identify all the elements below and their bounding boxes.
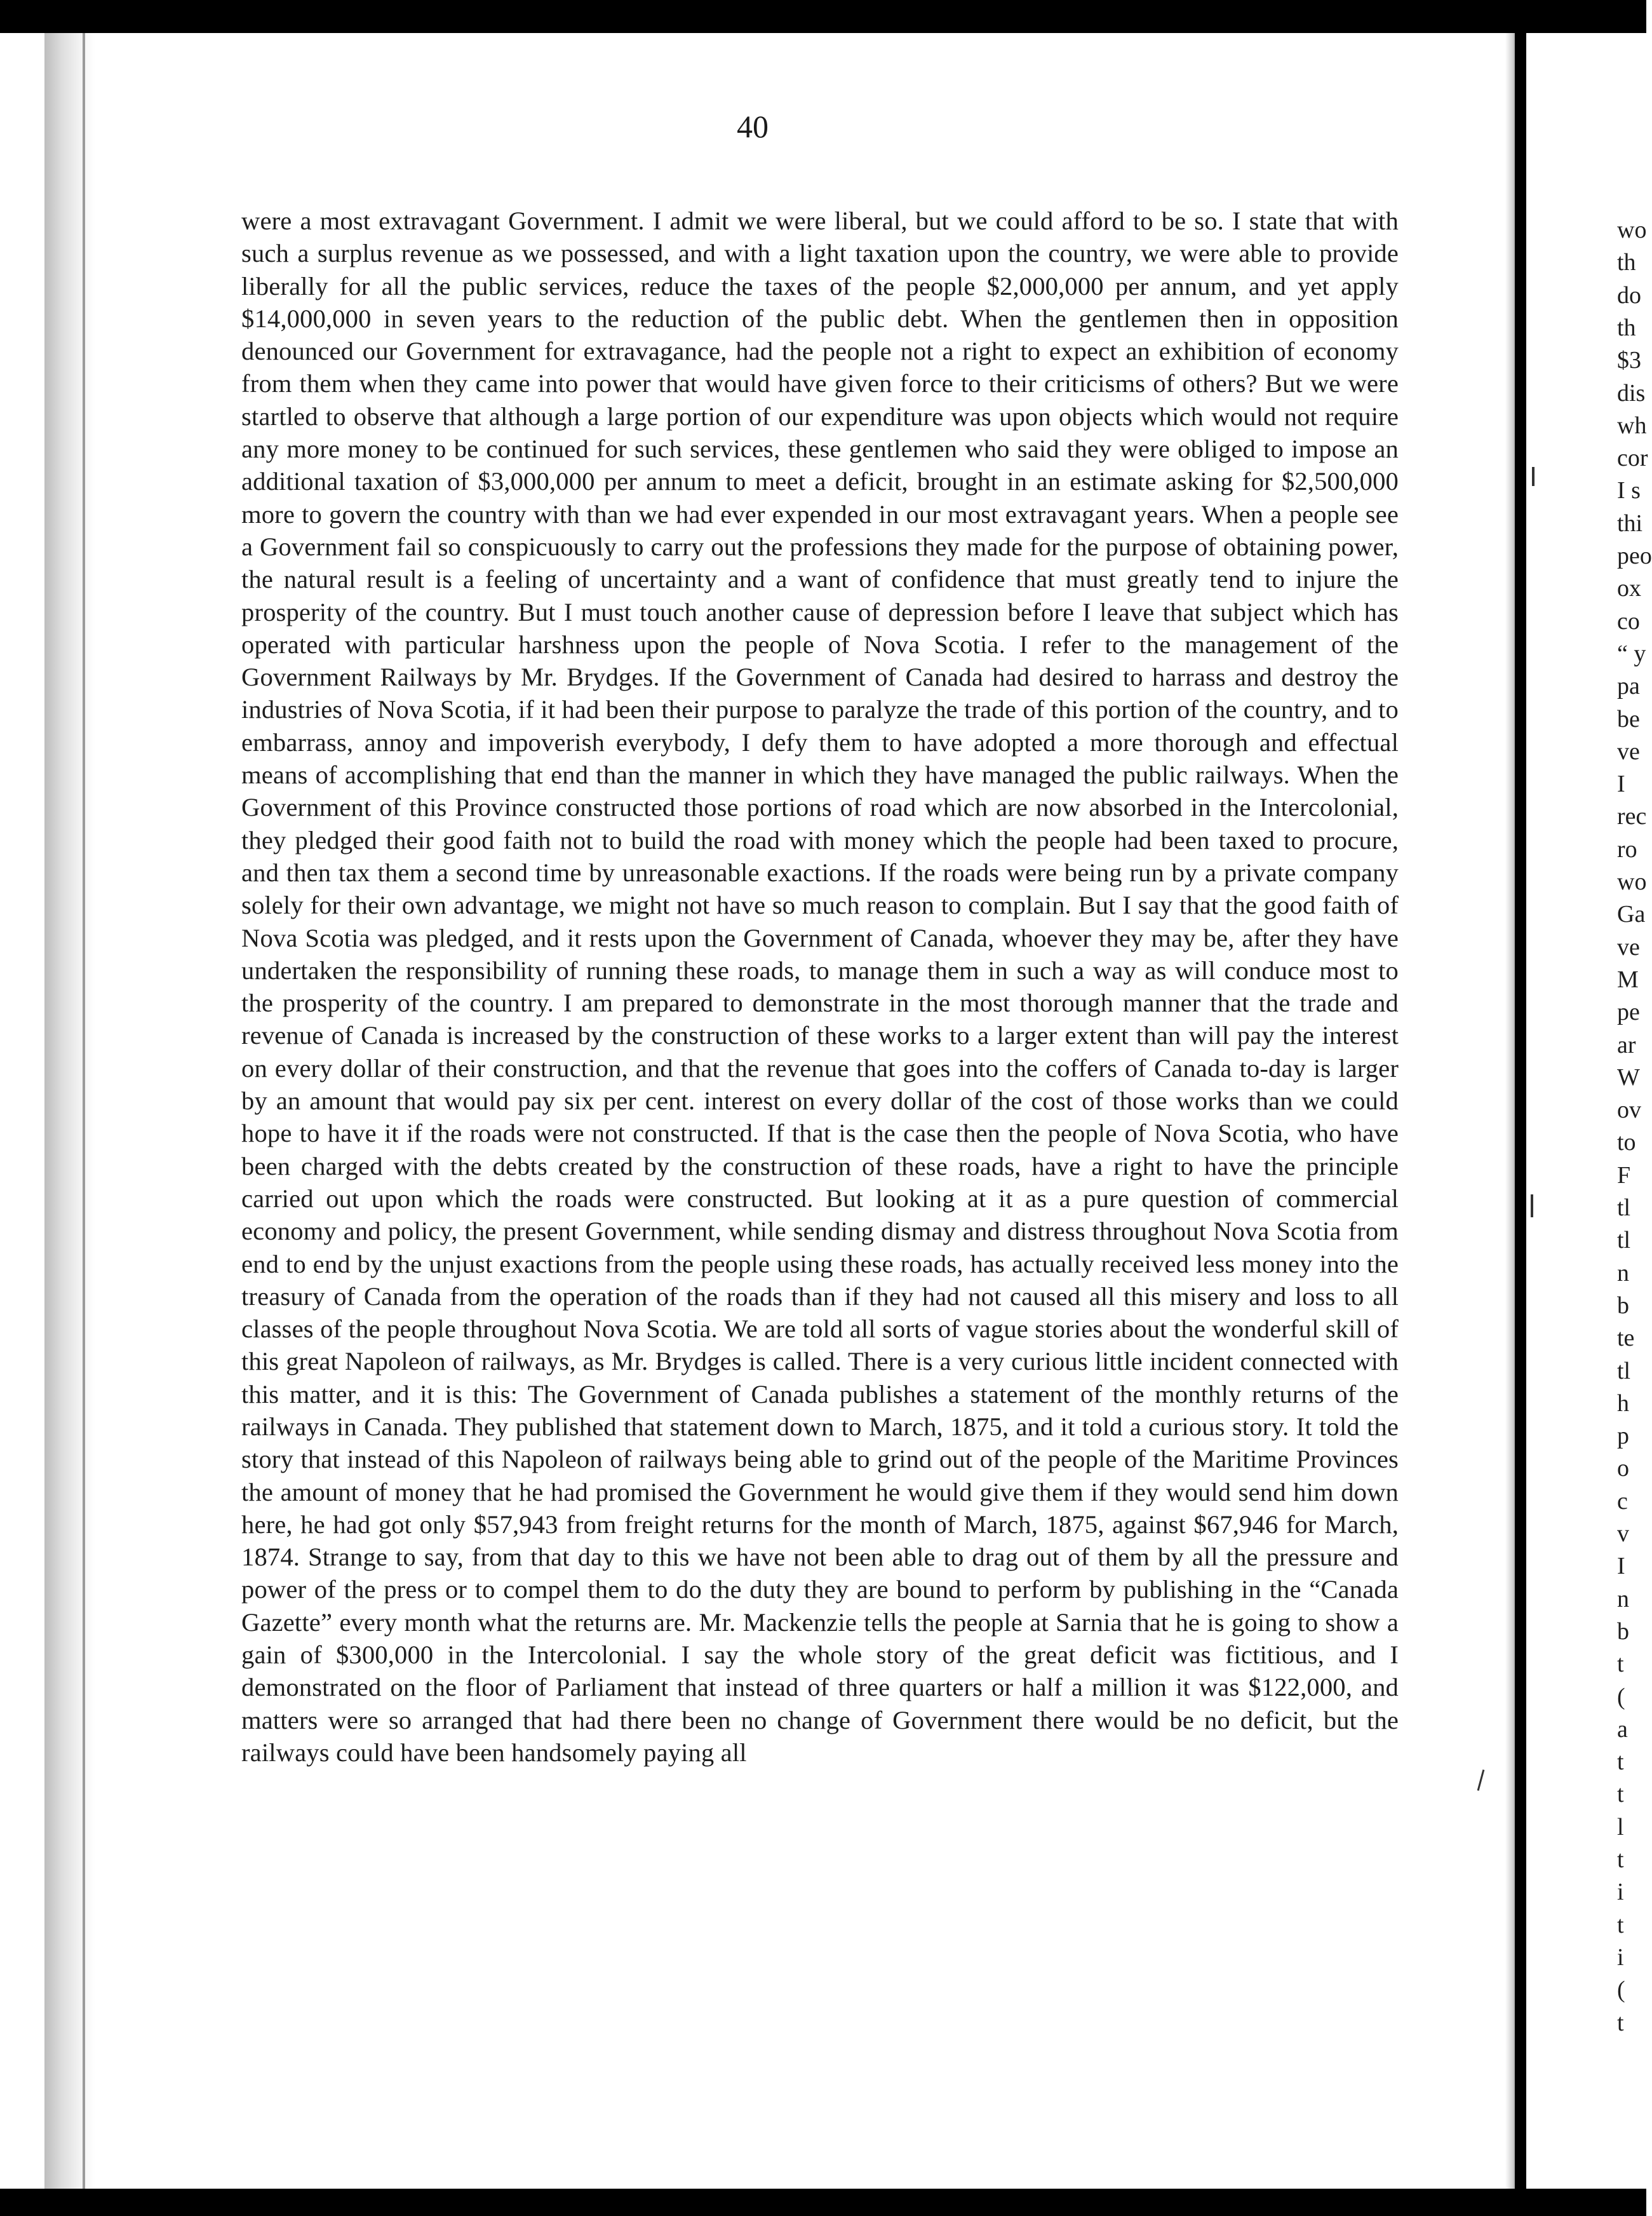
adjacent-page-line: a [1617, 1715, 1628, 1743]
adjacent-page-line: b [1617, 1618, 1629, 1645]
adjacent-page-line: do [1617, 281, 1641, 309]
adjacent-page-line: n [1617, 1259, 1629, 1287]
adjacent-page-line: ( [1617, 1976, 1625, 2004]
adjacent-page-line: co [1617, 607, 1640, 635]
adjacent-page-line: M [1617, 966, 1639, 993]
adjacent-page-line: to [1617, 1129, 1636, 1156]
adjacent-page-line: “ y [1617, 640, 1646, 667]
page-edge [83, 33, 85, 2189]
adjacent-page-line: pa [1617, 673, 1640, 700]
binding-shadow [44, 33, 95, 2189]
adjacent-page-line: th [1617, 249, 1636, 276]
gutter-shadow [1515, 33, 1526, 2189]
body-paragraph: were a most extravagant Government. I admit we were liberal, but we could afford to be so. I state that with such a surplus revenue as we possessed, and with a light taxation upon the country, we were able to provide liberally for all the public services, reduce the taxes of the people $2,000,000 per annum, and yet apply $14,000,000 in seven years to the reduction of the public debt. When the gentlemen then in opposition denounced our Government for extravagance, had the people not a right to expect an exhibition of economy from them when they came into power that would have given force to their criticisms of others? But we were startled to observe that although a large portion of our expenditure was upon objects which would not require any more money to be continued for such services, these gentlemen who said they were obliged to impose an additional taxation of $3,000,000 per annum to meet a deficit, brought in an estimate asking for $2,500,000 more to govern the country with than we had ever expended in our most extravagant years. When a people see a Government fail so conspicuously to carry out the professions they made for the purpose of obtaining power, the natural result is a feeling of uncertainty and a want of confidence that must greatly tend to injure the prosperity of the country. But I must touch another cause of depression before I leave that subject which has operated with particular harshness upon the people of Nova Scotia. I refer to the management of the Government Railways by Mr. Brydges. If the Government of Canada had desired to harrass and destroy the industries of Nova Scotia, if it had been their purpose to paralyze the trade of this portion of the country, and to embarrass, annoy and impoverish everybody, I defy them to have adopted a more thorough and effectual means of accomplishing that end than the manner in which they have managed the public railways. When the Government of this Province constructed those portions of road which are now absorbed in the Intercolonial, they pledged their good faith not to build the road with money which the people had been taxed to procure, and then tax them a second time by unreasonable exactions. If the roads were being run by a private company solely for their own advantage, we might not have so much reason to complain. But I say that the good faith of Nova Scotia was pledged, and it rests upon the Government of Canada, whoever they may be, after they have undertaken the responsibility of running these roads, to manage them in such a way as will conduce most to the prosperity of the country. I am prepared to demonstrate in the most thorough manner that the trade and revenue of Canada is increased by the construction of these works to a larger extent than will pay the interest on every dollar of their construction, and that the revenue that goes into the coffers of Canada to-day is larger by an amount that would pay six per cent. interest on every dollar of the cost of those works than we could hope to have it if the roads were not constructed. If that is the case then the people of Nova Scotia, who have been charged with the debts created by the construction of these roads, have a right to have the principle carried out upon which the roads were constructed. But looking at it as a pure question of commercial economy and policy, the present Government, while sending dismay and distress throughout Nova Scotia from end to end by the unjust exactions from the people using these roads, has actually received less money into the treasury of Canada from the operation of the roads than if they had not caused all this misery and loss to all classes of the people throughout Nova Scotia. We are told all sorts of vague stories about the wonderful skill of this great Napoleon of railways, as Mr. Brydges is called. There is a very curious little incident connected with this matter, and it is this: The Government of Canada publishes a statement of the monthly returns of the railways in Canada. They published that statement down to March, 1875, and it told a curious story. It told the story that instead of this Napoleon of railways being able to grind out of the people of the Maritime Provinces the amount of money that he had promised the Government he would give them if they would send him down here, he had got only $57,943 from freight returns for the month of March, 1875, against $67,946 for March, 1874. Strange to say, from that day to this we have not been able to drag out of them by all the pressure and power of the press or to compel them to do the duty they are bound to perform by publishing in the “Canada Gazette” every month what the returns are. Mr. Mackenzie tells the people at Sarnia that he is going to show a gain of $300,000 in the Intercolonial. I say the whole story of the great deficit was fictitious, and I demonstrated on the floor of Parliament that instead of three quarters or half a million it was $122,000, and matters were so arranged that had there been no change of Government there would be no deficit, but the railways could have been handsomely paying all [241, 206, 1399, 1767]
adjacent-page-line: be [1617, 705, 1640, 733]
adjacent-page-line: h [1617, 1389, 1629, 1417]
adjacent-page-line: i [1617, 1943, 1624, 1971]
adjacent-page-line: te [1617, 1325, 1635, 1352]
adjacent-page-line: ar [1617, 1031, 1636, 1058]
adjacent-page-line: tl [1617, 1357, 1631, 1384]
scan-border-bottom [0, 2189, 1646, 2216]
adjacent-page-line: ov [1617, 1097, 1641, 1124]
adjacent-page-line: ve [1617, 933, 1640, 961]
adjacent-page-line: ox [1617, 575, 1641, 602]
adjacent-page-line: t [1617, 1911, 1624, 1938]
adjacent-page-line: ( [1617, 1683, 1625, 1710]
adjacent-page-line: v [1617, 1520, 1629, 1547]
adjacent-page-line: dis [1617, 379, 1646, 407]
adjacent-page-line: wh [1617, 412, 1647, 439]
adjacent-page-line: peo [1617, 543, 1652, 569]
adjacent-page-line: p [1617, 1422, 1629, 1450]
adjacent-page-line: $3 [1617, 347, 1641, 374]
adjacent-page-line: t [1617, 1748, 1624, 1776]
adjacent-page-line: pe [1617, 999, 1640, 1026]
adjacent-page-line: b [1617, 1292, 1629, 1319]
adjacent-page-line: n [1617, 1585, 1629, 1612]
adjacent-page-line: F [1617, 1161, 1631, 1189]
adjacent-page-line: thi [1617, 510, 1643, 537]
adjacent-page-line: W [1617, 1064, 1640, 1091]
scan-border-top [0, 0, 1646, 33]
adjacent-page-line: th [1617, 314, 1636, 341]
adjacent-page-line: I [1617, 771, 1625, 798]
adjacent-page-line: t [1617, 1781, 1624, 1808]
adjacent-page-line: o [1617, 1455, 1629, 1482]
adjacent-page-line: I [1617, 1553, 1625, 1580]
adjacent-page-line: cor [1617, 445, 1648, 472]
adjacent-page-line: tl [1617, 1194, 1631, 1221]
adjacent-page-line: rec [1617, 803, 1647, 830]
adjacent-page-line: c [1617, 1487, 1628, 1515]
adjacent-page-line: t [1617, 1651, 1624, 1678]
adjacent-page-line: wo [1617, 868, 1647, 895]
adjacent-page-line: ve [1617, 738, 1640, 765]
margin-mark [1531, 1194, 1533, 1217]
adjacent-page-line: i [1617, 1879, 1624, 1906]
page-number: 40 [737, 109, 769, 144]
adjacent-page-line: t [1617, 1846, 1624, 1873]
adjacent-page-line: ro [1617, 835, 1637, 863]
adjacent-page-line: l [1617, 1813, 1624, 1841]
margin-mark [1532, 467, 1534, 486]
adjacent-page-line: t [1617, 2009, 1624, 2036]
adjacent-page-line: Ga [1617, 901, 1646, 928]
adjacent-page-line: tl [1617, 1227, 1631, 1254]
adjacent-page-line: I s [1617, 477, 1641, 504]
adjacent-page-line: wo [1617, 217, 1647, 243]
